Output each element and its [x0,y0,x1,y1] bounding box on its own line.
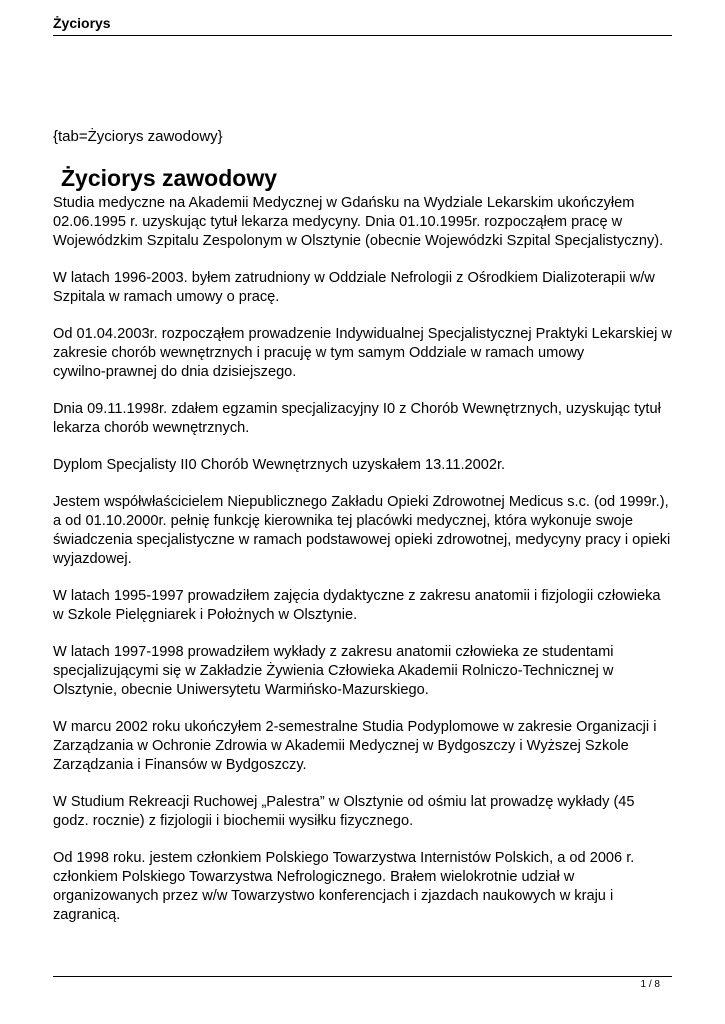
page-number: 1 / 8 [640,979,660,990]
page-header-title: Życiorys [53,15,111,31]
footer-divider [53,976,672,977]
paragraph-postgraduate-studies: W marcu 2002 roku ukończyłem 2-semestralne Studia Podyplomowe w zakresie Organizacji i Zarządzania w Ochronie Zdrowia w Akademii Medycznej w Bydgoszczy i Wyższej Szkole Zarządzania i Finansów w Bydgoszczy. [53,719,657,773]
paragraph-employment-nephrology: W latach 1996-2003. byłem zatrudniony w Oddziale Nefrologii z Ośrodkiem Dializoterapii w/w Szpitala w ramach umowy o pracę. [53,270,655,305]
tab-marker-text: {tab=Życiorys zawodowy} [53,128,223,145]
paragraph-medicus-clinic: Jestem współwłaścicielem Niepublicznego Zakładu Opieki Zdrowotnej Medicus s.c. (od 1999r.), a od 01.10.2000r. pełnię funkcję kierownika tej placówki medycznej, która wykonuje swoje świadczenia specjalistyczne w ramach podstawowej opieki zdrowotnej, medycyny pracy i opieki wyjazdowej. [53,494,671,567]
header-divider [53,35,672,36]
paragraph-teaching-nursing-school: W latach 1995-1997 prowadziłem zajęcia dydaktyczne z zakresu anatomii i fizjologii człowieka w Szkole Pielęgniarek i Położnych w Olsztynie. [53,588,661,623]
document-body [53,162,675,943]
paragraph-education: Studia medyczne na Akademii Medycznej w Gdańsku na Wydziale Lekarskim ukończyłem 02.06.1995 r. uzyskując tytuł lekarza medycyny. Dnia 01.10.1995r. rozpocząłem pracę w Wojewódzkim Szpitalu Zespolonym w Olsztynie (obecnie Wojewódzki Szpital Specjalistyczny). [53,195,664,249]
paragraph-specialization-2: Dyplom Specjalisty II0 Chorób Wewnętrznych uzyskałem 13.11.2002r. [53,457,506,473]
paragraph-society-membership: Od 1998 roku. jestem członkiem Polskiego Towarzystwa Internistów Polskich, a od 2006 r. członkiem Polskiego Towarzystwa Nefrologicznego. Brałem wielokrotnie udział w organizowanych przez w/w Towarzystwo konferencjach i zjazdach naukowych w kraju i zagranicą. [53,850,635,923]
paragraph-palestra-lectures: W Studium Rekreacji Ruchowej „Palestra” w Olsztynie od ośmiu lat prowadzę wykłady (45 godz. rocznie) z fizjologii i biochemii wysiłku fizycznego. [53,794,635,829]
paragraph-private-practice: Od 01.04.2003r. rozpocząłem prowadzenie Indywidualnej Specjalistycznej Praktyki Lekarskiej w zakresie chorób wewnętrznych i pracuję w tym samym Oddziale w ramach umowy cywilno-prawnej do dnia dzisiejszego. [53,326,672,380]
paragraph-specialization-1: Dnia 09.11.1998r. zdałem egzamin specjalizacyjny I0 z Chorób Wewnętrznych, uzyskując tytuł lekarza chorób wewnętrznych. [53,401,661,436]
section-heading: Życiorys zawodowy [61,165,278,191]
paragraph-lectures-university: W latach 1997-1998 prowadziłem wykłady z zakresu anatomii człowieka ze studentami specjalizującymi się w Zakładzie Żywienia Człowieka Akademii Rolniczo-Technicznej w Olsztynie, obecnie Uniwersytetu Warmińsko-Mazurskiego. [53,644,614,698]
